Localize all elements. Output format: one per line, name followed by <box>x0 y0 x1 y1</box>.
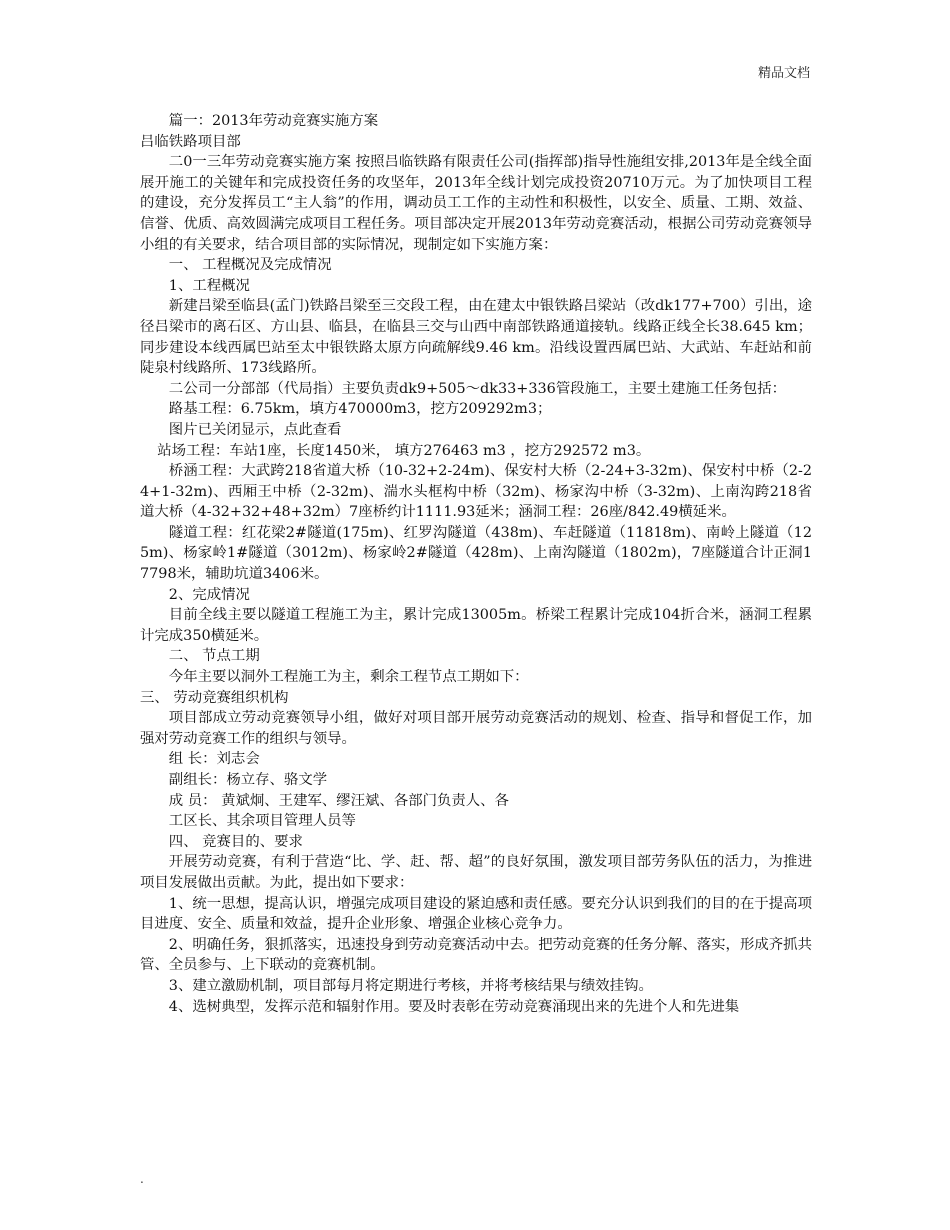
page-header-label: 精品文档 <box>757 66 810 81</box>
paragraph: 2、明确任务，狠抓落实，迅速投身到劳动竞赛活动中去。把劳动竞赛的任务分解、落实，形成齐抓共管、全员参与、上下联动的竞赛机制。 <box>140 936 812 974</box>
paragraph: 路基工程：6.75km，填方470000m3，挖方209292m3； <box>168 401 552 418</box>
paragraph: 隧道工程：红花梁2#隧道(175m)、红罗沟隧道（438m)、车赶隧道（11818m)、南岭上隧道（125m)、杨家岭1#隧道（3012m)、杨家岭2#隧道（428m)、上南沟隧道（1802m)，7座隧道合计正洞17798米，辅助坑道3406米。 <box>140 524 812 583</box>
paragraph: 组 长：刘志会 <box>168 751 260 768</box>
paragraph: 二公司一分部部（代局指）主要负责dk9+505～dk33+336管段施工，主要土建施工任务包括： <box>168 380 787 397</box>
paragraph: 新建吕梁至临县(孟门)铁路吕梁至三交段工程，由在建太中银铁路吕梁站（改dk177+700）引出，途径吕梁市的离石区、方山县、临县，在临县三交与山西中南部铁路通道接轨。线路正线全长38.645 km；同步建设本线西属巴站至太中银铁路太原方向疏解线9.46 km。沿线设置西属巴站、大武站、车赶站和前陡泉村线路所、173线路所。 <box>140 298 812 377</box>
paragraph: 目前全线主要以隧道工程施工为主，累计完成13005m。桥梁工程累计完成104折合米，涵洞工程累计完成350横延米。 <box>140 607 812 644</box>
paragraph: 成 员： 黄斌炯、王建军、缪汪斌、各部门负责人、各 <box>168 792 509 809</box>
paragraph: 4、选树典型，发挥示范和辐射作用。要及时表彰在劳动竞赛涌现出来的先进个人和先进集 <box>168 998 740 1015</box>
paragraph: 桥涵工程：大武跨218省道大桥（10-32+2-24m)、保安村大桥（2-24+3-32m)、保安村中桥（2-24+1-32m)、西厢王中桥（2-32m)、湍水头框构中桥（32m)、杨家沟中桥（3-32m)、上南沟跨218省道大桥（4-32+32+48+32m）7座桥约计1111.93延米；涵洞工程：26座/842.49横延米。 <box>140 463 812 521</box>
paragraph: 工区长、其余项目管理人员等 <box>168 813 356 830</box>
paragraph: 二、 节点工期 <box>168 648 260 665</box>
document-body <box>140 111 812 1017</box>
paragraph: 2、完成情况 <box>168 586 250 603</box>
paragraph: 篇一：2013年劳动竞赛实施方案 <box>168 113 379 129</box>
paragraph: 3、建立激励机制，项目部每月将定期进行考核，并将考核结果与绩效挂钩。 <box>168 977 653 994</box>
paragraph: 图片已关闭显示，点此查看 <box>168 421 342 438</box>
paragraph: 吕临铁路项目部 <box>140 133 241 150</box>
paragraph: 今年主要以洞外工程施工为主，剩余工程节点工期如下： <box>168 669 529 686</box>
paragraph: 副组长：杨立存、骆文学 <box>168 772 328 788</box>
paragraph: 1、工程概况 <box>168 277 250 294</box>
paragraph: 开展劳动竞赛，有利于营造“比、学、赶、帮、超”的良好氛围，激发项目部劳务队伍的活力，为推进项目发展做出贡献。为此，提出如下要求： <box>140 854 812 891</box>
paragraph: 站场工程：车站1座，长度1450米， 填方276463 m3 ，挖方292572 m3。 <box>157 442 651 459</box>
paragraph: 1、统一思想，提高认识，增强完成项目建设的紧迫感和责任感。要充分认识到我们的目的在于提高项目进度、安全、质量和效益，提升企业形象、增强企业核心竞争力。 <box>140 895 812 933</box>
paragraph: 二0一三年劳动竞赛实施方案 按照吕临铁路有限责任公司(指挥部)指导性施组安排,2013年是全线全面展开施工的关键年和完成投资任务的攻坚年，2013年全线计划完成投资20710万元。为了加快项目工程的建设，充分发挥员工“主人翁”的作用，调动员工工作的主动性和积极性，以安全、质量、工期、效益、信誉、优质、高效圆满完成项目工程任务。项目部决定开展2013年劳动竞赛活动，根据公司劳动竞赛领导小组的有关要求，结合项目部的实际情况，现制定如下实施方案： <box>140 154 812 253</box>
footer-mark: . <box>140 1172 144 1186</box>
paragraph: 四、 竞赛目的、要求 <box>168 833 303 850</box>
paragraph: 项目部成立劳动竞赛领导小组，做好对项目部开展劳动竞赛活动的规划、检查、指导和督促工作，加强对劳动竞赛工作的组织与领导。 <box>140 710 812 747</box>
paragraph: 一、 工程概况及完成情况 <box>168 257 332 274</box>
paragraph: 三、 劳动竞赛组织机构 <box>140 689 289 706</box>
